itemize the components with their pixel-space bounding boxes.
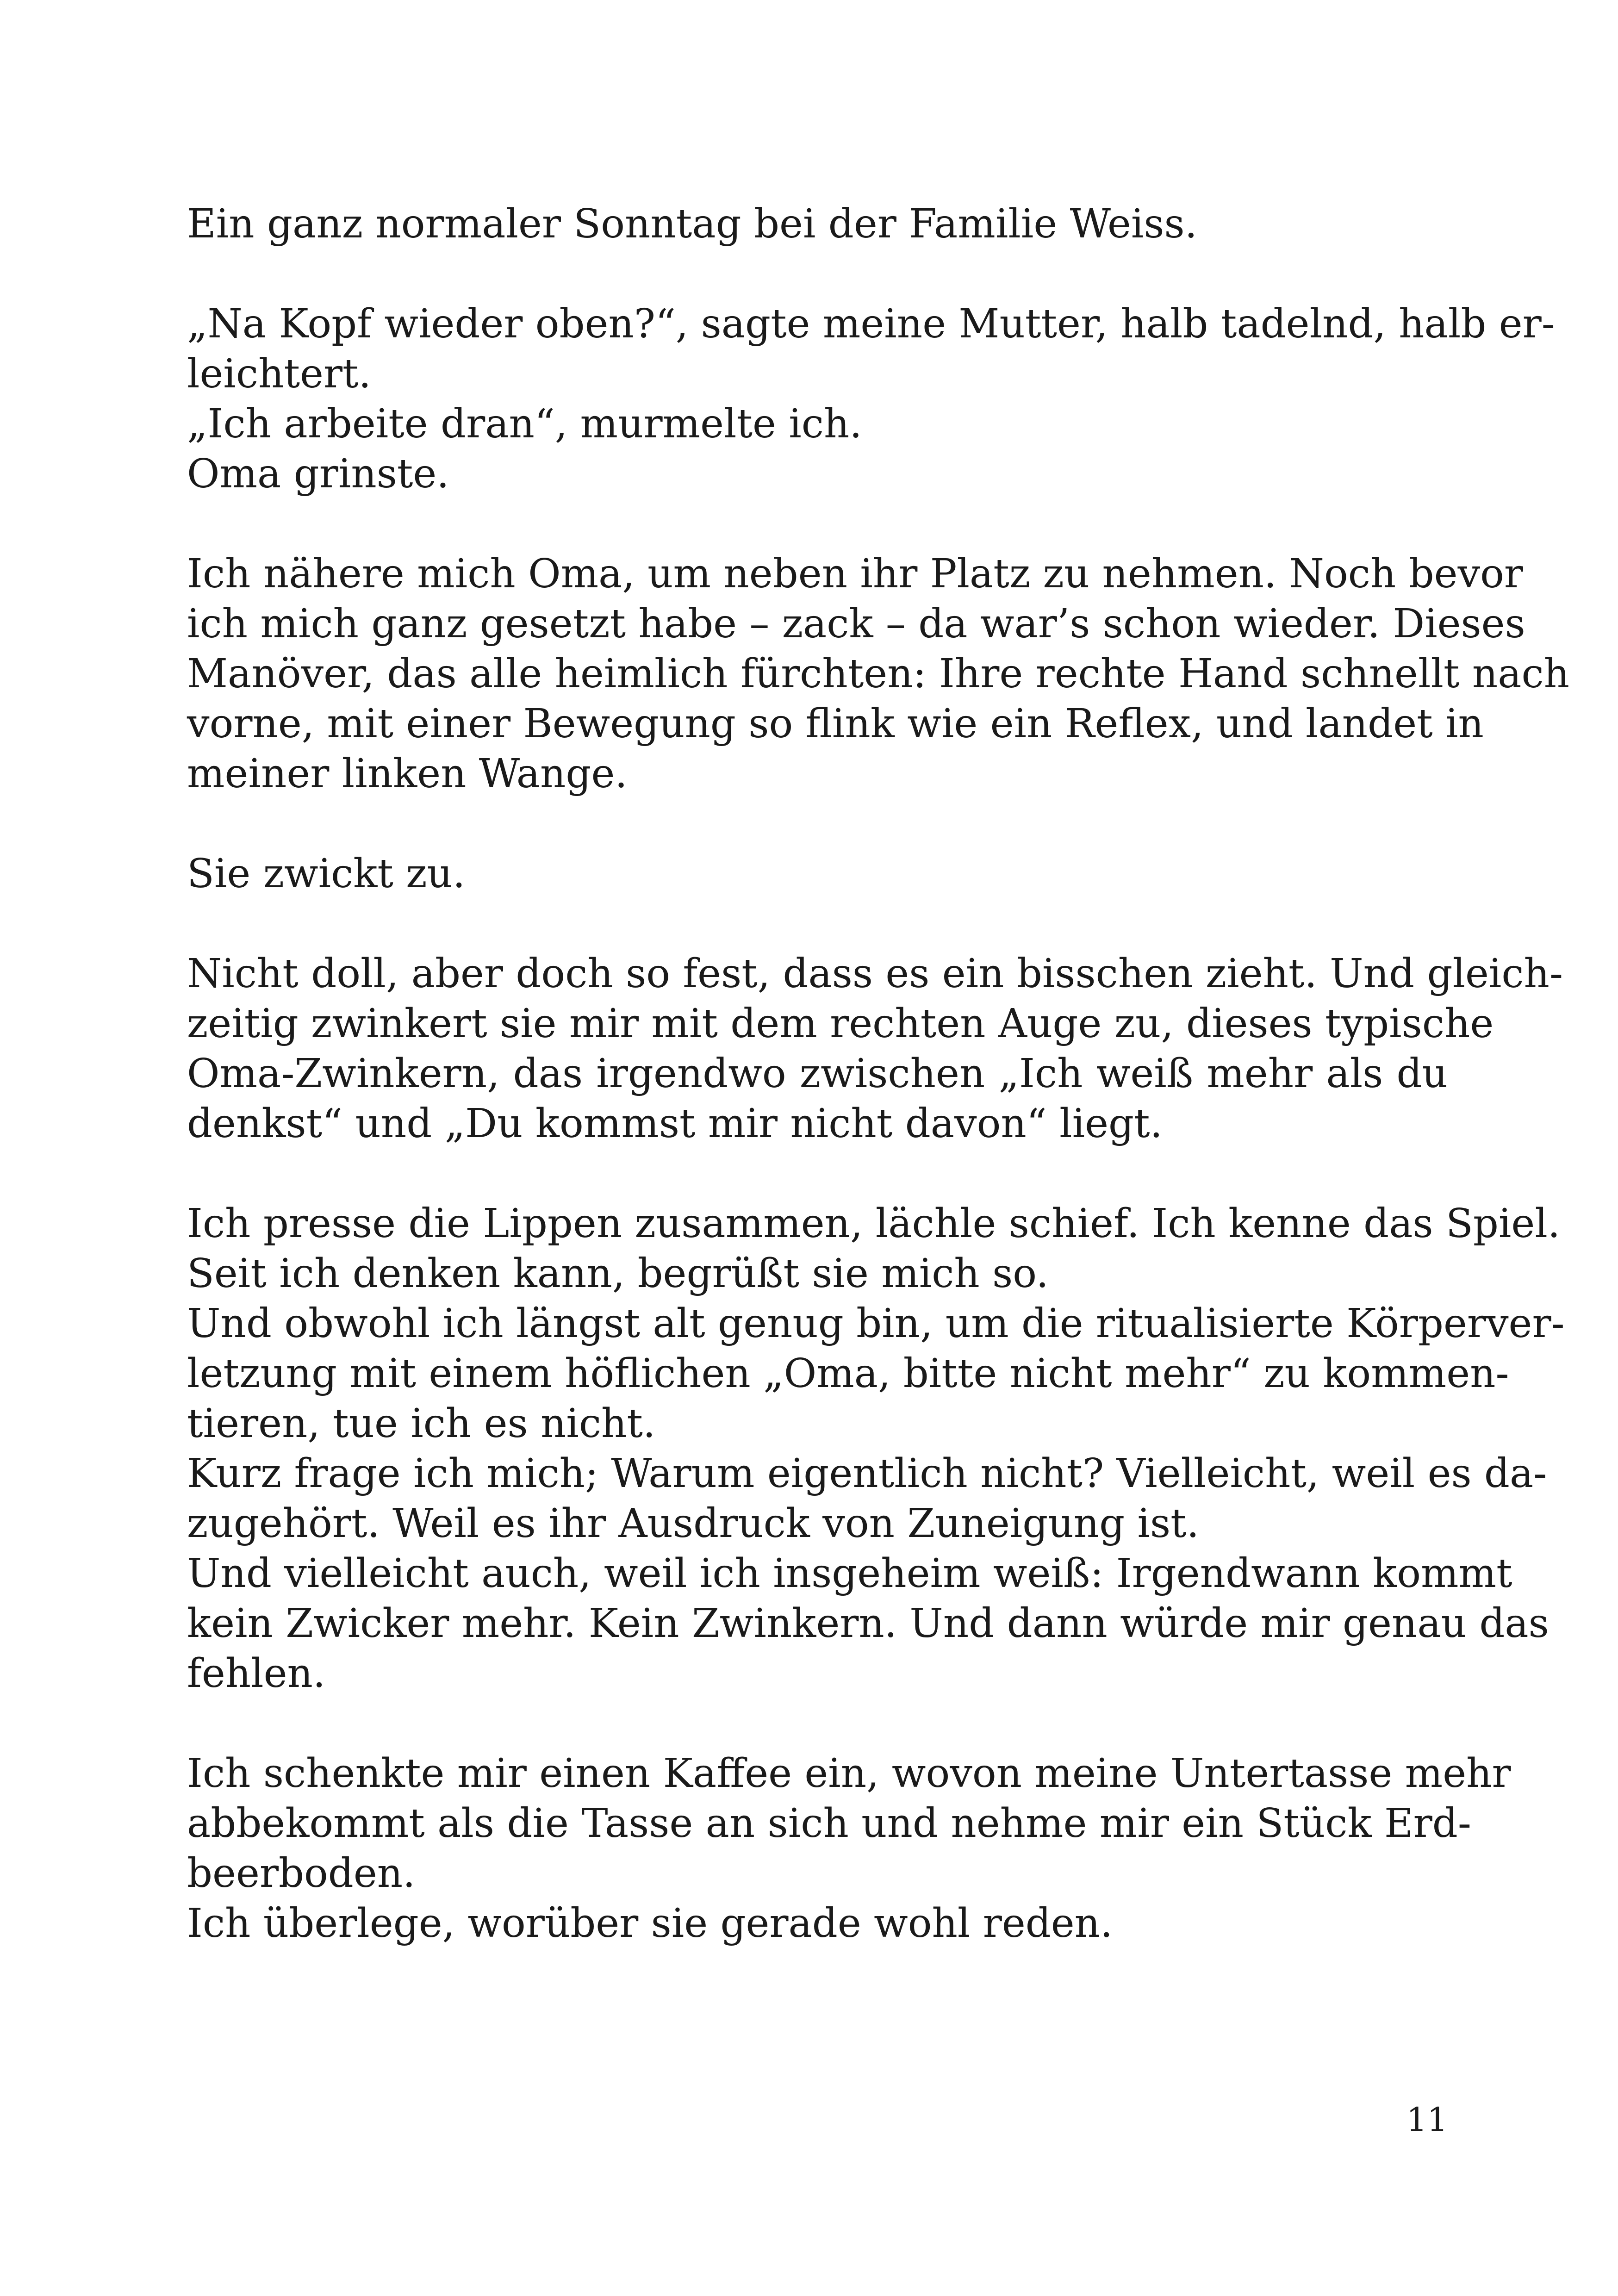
paragraph-1 (187, 199, 1448, 249)
text-line: Sie zwickt zu. (187, 851, 466, 897)
text-line: abbekommt als die Tasse an sich und nehme mir ein Stück Erd- (187, 1800, 1471, 1847)
text-line: „Ich arbeite dran“, murmelte ich. (187, 401, 862, 447)
text-line: letzung mit einem höflichen „Oma, bitte nicht mehr“ zu kommen- (187, 1350, 1509, 1397)
text-line: zeitig zwinkert sie mir mit dem rechten Auge zu, dieses typische (187, 1001, 1494, 1047)
paragraph-2 (187, 299, 1555, 499)
paragraph-4 (187, 849, 1448, 899)
text-line: Ein ganz normaler Sonntag bei der Familie Weiss. (187, 201, 1197, 247)
text-line: „Na Kopf wieder oben?“, sagte meine Mutter, halb tadelnd, halb er- (187, 301, 1555, 347)
text-line: leichtert. (187, 351, 371, 397)
text-line: meiner linken Wange. (187, 751, 628, 797)
text-line: vorne, mit einer Bewegung so flink wie ein Reflex, und landet in (187, 701, 1484, 747)
page-number: 11 (1406, 2101, 1448, 2139)
text-line: Oma grinste. (187, 451, 449, 497)
text-line: zugehört. Weil es ihr Ausdruck von Zuneigung ist. (187, 1500, 1200, 1547)
text-line: Und vielleicht auch, weil ich insgeheim weiß: Irgendwann kommt (187, 1550, 1512, 1597)
paragraph-3 (187, 549, 1570, 799)
text-line: Ich nähere mich Oma, um neben ihr Platz zu nehmen. Noch bevor (187, 551, 1524, 597)
text-line: fehlen. (187, 1650, 326, 1697)
body-text (187, 199, 1570, 1948)
text-line: Manöver, das alle heimlich fürchten: Ihre rechte Hand schnellt nach (187, 651, 1570, 697)
paragraph-6 (187, 1199, 1565, 1699)
text-line: Ich überlege, worüber sie gerade wohl reden. (187, 1900, 1113, 1947)
text-line: Seit ich denken kann, begrüßt sie mich so. (187, 1251, 1049, 1297)
text-line: denkst“ und „Du kommst mir nicht davon“ liegt. (187, 1101, 1163, 1147)
text-line: kein Zwicker mehr. Kein Zwinkern. Und dann würde mir genau das (187, 1600, 1549, 1647)
text-line: Kurz frage ich mich; Warum eigentlich nicht? Vielleicht, weil es da- (187, 1450, 1547, 1497)
text-line: tieren, tue ich es nicht. (187, 1400, 656, 1447)
text-line: Nicht doll, aber doch so fest, dass es ein bisschen zieht. Und gleich- (187, 951, 1563, 997)
paragraph-7 (187, 1748, 1511, 1948)
text-line: Und obwohl ich längst alt genug bin, um die ritualisierte Körperver- (187, 1300, 1565, 1347)
text-line: ich mich ganz gesetzt habe – zack – da war’s schon wieder. Dieses (187, 601, 1525, 647)
text-line: Oma-Zwinkern, das irgendwo zwischen „Ich weiß mehr als du (187, 1051, 1448, 1097)
text-line: Ich schenkte mir einen Kaffee ein, wovon meine Untertasse mehr (187, 1750, 1511, 1797)
text-line: Ich presse die Lippen zusammen, lächle schief. Ich kenne das Spiel. (187, 1201, 1561, 1247)
paragraph-5 (187, 949, 1563, 1149)
text-line: beerboden. (187, 1850, 416, 1897)
